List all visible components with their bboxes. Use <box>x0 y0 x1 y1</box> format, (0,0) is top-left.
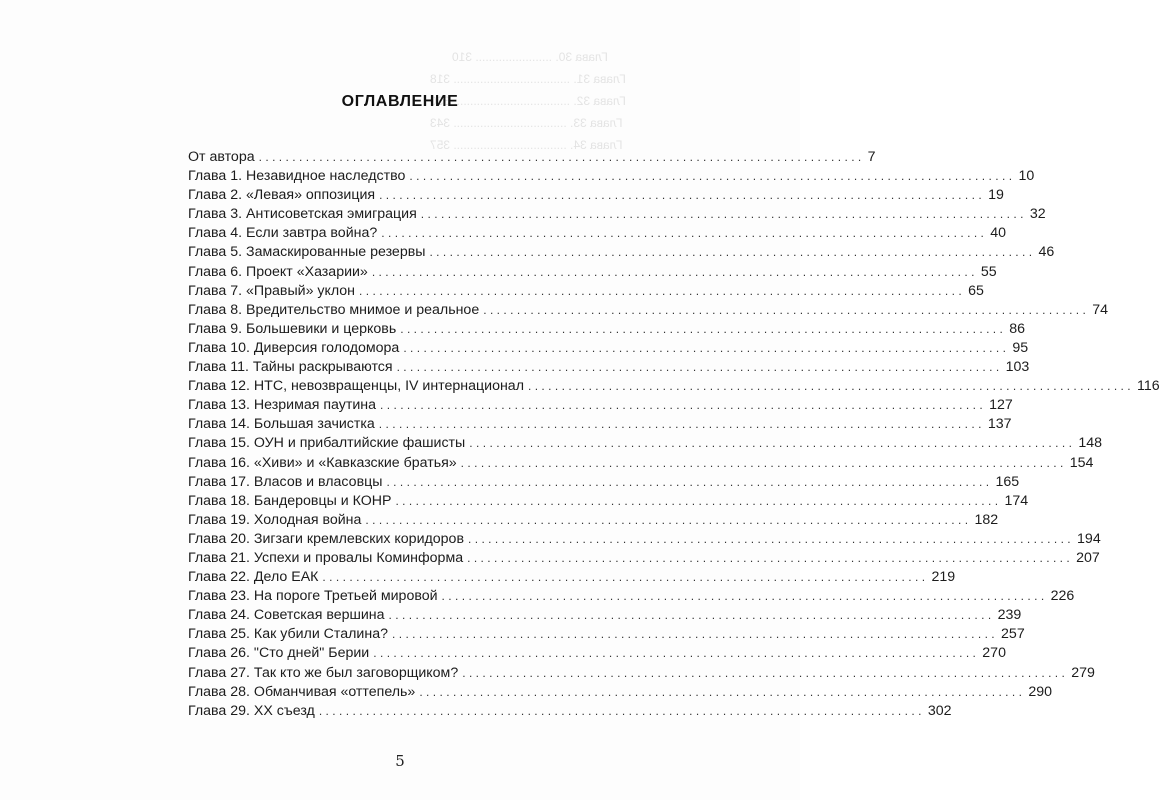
toc-dot-leader: .......................................................................................... <box>365 512 972 527</box>
toc-entry <box>188 606 1022 625</box>
toc-entry-title: Глава 17. Власов и власовцы <box>188 473 383 490</box>
toc-entry-page: 55 <box>980 263 997 280</box>
toc-entry-title: Глава 27. Так кто же был заговорщиком? <box>188 664 459 681</box>
toc-entry-title: Глава 24. Советская вершина <box>188 607 385 624</box>
toc-dot-leader: .......................................................................................... <box>483 302 1090 317</box>
toc-entry-page: 302 <box>927 702 952 719</box>
toc-entry-title: Глава 19. Холодная война <box>188 511 362 528</box>
toc-entry-title: Глава 1. Незавидное наследство <box>188 168 406 185</box>
toc-dot-leader: .......................................................................................... <box>403 340 1010 355</box>
toc-entry-title: Глава 21. Успехи и провалы Коминформа <box>188 549 464 566</box>
toc-dot-leader: .......................................................................................... <box>462 665 1069 680</box>
toc-entry <box>188 377 1160 396</box>
toc-dot-leader: .......................................................................................... <box>378 417 985 432</box>
table-of-contents <box>188 148 1160 721</box>
toc-entry <box>188 282 984 301</box>
toc-dot-leader: .......................................................................................... <box>469 436 1076 451</box>
toc-entry-title: Глава 15. ОУН и прибалтийские фашисты <box>188 435 466 452</box>
toc-entry <box>188 243 1055 262</box>
toc-entry-page: 65 <box>968 282 984 299</box>
toc-dot-leader: .......................................................................................... <box>527 379 1135 394</box>
toc-entry <box>188 473 1020 492</box>
toc-entry <box>188 511 999 530</box>
toc-entry-page: 32 <box>1029 206 1046 223</box>
toc-entry-title: Глава 26. "Сто дней" Берии <box>188 645 370 662</box>
toc-entry-title: Глава 2. «Левая» оппозиция <box>188 187 376 204</box>
toc-entry-page: 7 <box>867 149 876 165</box>
toc-entry-title: Глава 20. Зигзаги кремлевских коридоров <box>188 530 464 547</box>
toc-entry-page: 239 <box>997 607 1022 624</box>
toc-entry-page: 165 <box>995 473 1020 490</box>
toc-entry-title: Глава 5. Замаскированные резервы <box>188 244 426 261</box>
toc-entry <box>188 358 1030 377</box>
toc-entry-page: 74 <box>1092 301 1109 318</box>
toc-entry-page: 182 <box>974 511 999 528</box>
toc-entry <box>188 224 1007 243</box>
toc-entry-title: Глава 14. Большая зачистка <box>188 416 375 433</box>
toc-entry-page: 46 <box>1038 244 1055 261</box>
toc-entry-title: Глава 9. Большевики и церковь <box>188 320 397 337</box>
toc-entry-page: 207 <box>1076 549 1100 566</box>
toc-entry-page: 95 <box>1012 339 1029 356</box>
toc-entry-page: 270 <box>982 645 1006 662</box>
toc-dot-leader: .......................................................................................... <box>441 589 1048 604</box>
toc-entry-title: Глава 7. «Правый» уклон <box>188 282 356 299</box>
toc-entry-title: Глава 22. Дело ЕАК <box>188 569 319 586</box>
toc-entry-title: От автора <box>188 149 255 165</box>
toc-entry-title: Глава 3. Антисоветская эмиграция <box>188 206 417 223</box>
toc-dot-leader: .......................................................................................... <box>467 550 1074 565</box>
toc-entry <box>188 301 1109 320</box>
toc-entry <box>188 683 1053 702</box>
toc-dot-leader: .......................................................................................... <box>419 684 1026 699</box>
toc-entry-page: 116 <box>1137 378 1160 395</box>
toc-dot-leader: .......................................................................................... <box>400 321 1007 336</box>
toc-dot-leader: .......................................................................................... <box>318 703 925 718</box>
toc-entry-page: 257 <box>1001 626 1025 643</box>
toc-dot-leader: .......................................................................................... <box>322 570 929 585</box>
toc-entry <box>188 434 1102 453</box>
toc-entry-page: 219 <box>931 569 956 586</box>
toc-entry <box>188 644 1006 663</box>
toc-entry <box>188 167 1035 186</box>
toc-dot-leader: .......................................................................................... <box>258 150 865 164</box>
toc-dot-leader: .......................................................................................... <box>359 283 966 298</box>
toc-entry <box>188 549 1100 568</box>
toc-entry-page: 226 <box>1050 588 1075 605</box>
toc-entry-title: Глава 4. Если завтра война? <box>188 225 378 242</box>
show-through-text: Глава 30. ....................... 310 Глава 31. ................................... 318 Глава 32. ................................... 330 Глава 33. .................................. 343 Глава 34. .................................. 357 <box>430 50 626 152</box>
toc-entry-title: Глава 12. НТС, невозвращенцы, IV интернационал <box>188 378 524 395</box>
toc-entry-title: Глава 16. «Хиви» и «Кавказские братья» <box>188 454 457 471</box>
toc-entry <box>188 664 1095 683</box>
toc-entry-title: Глава 23. На пороге Третьей мировой <box>188 588 438 605</box>
toc-entry <box>188 320 1026 339</box>
toc-dot-leader: .......................................................................................... <box>380 398 987 413</box>
toc-entry-page: 40 <box>990 225 1007 242</box>
toc-dot-leader: .......................................................................................... <box>379 188 986 203</box>
toc-entry <box>188 148 876 167</box>
toc-entry <box>188 415 1012 434</box>
toc-entry <box>188 625 1025 644</box>
toc-entry <box>188 263 997 282</box>
toc-entry-title: Глава 29. XX съезд <box>188 702 315 719</box>
toc-entry-page: 127 <box>989 397 1013 414</box>
toc-entry-title: Глава 6. Проект «Хазарии» <box>188 263 368 280</box>
toc-entry-title: Глава 13. Незримая паутина <box>188 397 376 414</box>
toc-entry-page: 148 <box>1078 435 1102 452</box>
toc-entry-page: 194 <box>1077 530 1101 547</box>
toc-dot-leader: .......................................................................................... <box>386 474 993 489</box>
toc-entry <box>188 702 952 721</box>
toc-entry-page: 10 <box>1018 168 1035 185</box>
toc-entry <box>188 568 956 587</box>
toc-dot-leader: .......................................................................................... <box>429 245 1036 260</box>
toc-entry-title: Глава 8. Вредительство мнимое и реальное <box>188 301 480 318</box>
toc-dot-leader: .......................................................................................... <box>409 169 1016 184</box>
toc-entry <box>188 186 1004 205</box>
toc-dot-leader: .......................................................................................... <box>467 531 1075 546</box>
toc-entry-page: 174 <box>1004 492 1029 509</box>
toc-dot-leader: .......................................................................................... <box>388 608 995 623</box>
toc-dot-leader: .......................................................................................... <box>391 627 999 642</box>
toc-dot-leader: .......................................................................................... <box>381 226 988 241</box>
toc-entry-page: 19 <box>988 187 1004 204</box>
toc-entry <box>188 454 1094 473</box>
toc-dot-leader: .......................................................................................... <box>395 493 1002 508</box>
toc-entry-title: Глава 11. Тайны раскрываются <box>188 359 393 376</box>
toc-dot-leader: .......................................................................................... <box>373 646 980 661</box>
toc-dot-leader: .......................................................................................... <box>420 207 1027 222</box>
toc-entry <box>188 205 1046 224</box>
page-number: 5 <box>395 752 405 770</box>
toc-dot-leader: .......................................................................................... <box>371 264 978 279</box>
toc-entry <box>188 492 1029 511</box>
toc-entry <box>188 339 1029 358</box>
toc-entry-page: 279 <box>1071 664 1095 681</box>
toc-entry-title: Глава 25. Как убили Сталина? <box>188 626 388 643</box>
toc-entry-page: 103 <box>1005 359 1030 376</box>
toc-dot-leader: .......................................................................................... <box>396 360 1003 375</box>
toc-entry-page: 154 <box>1069 454 1094 471</box>
toc-entry-page: 86 <box>1009 320 1026 337</box>
toc-entry-title: Глава 10. Диверсия голодомора <box>188 339 400 356</box>
toc-entry-title: Глава 18. Бандеровцы и КОНР <box>188 492 392 509</box>
toc-entry <box>188 530 1101 549</box>
toc-heading: ОГЛАВЛЕНИЕ <box>341 93 459 110</box>
toc-entry-page: 137 <box>987 416 1012 433</box>
toc-dot-leader: .......................................................................................... <box>460 455 1067 470</box>
toc-entry-page: 290 <box>1028 683 1053 700</box>
toc-entry <box>188 587 1075 606</box>
toc-entry <box>188 396 1013 415</box>
toc-entry-title: Глава 28. Обманчивая «оттепель» <box>188 683 416 700</box>
